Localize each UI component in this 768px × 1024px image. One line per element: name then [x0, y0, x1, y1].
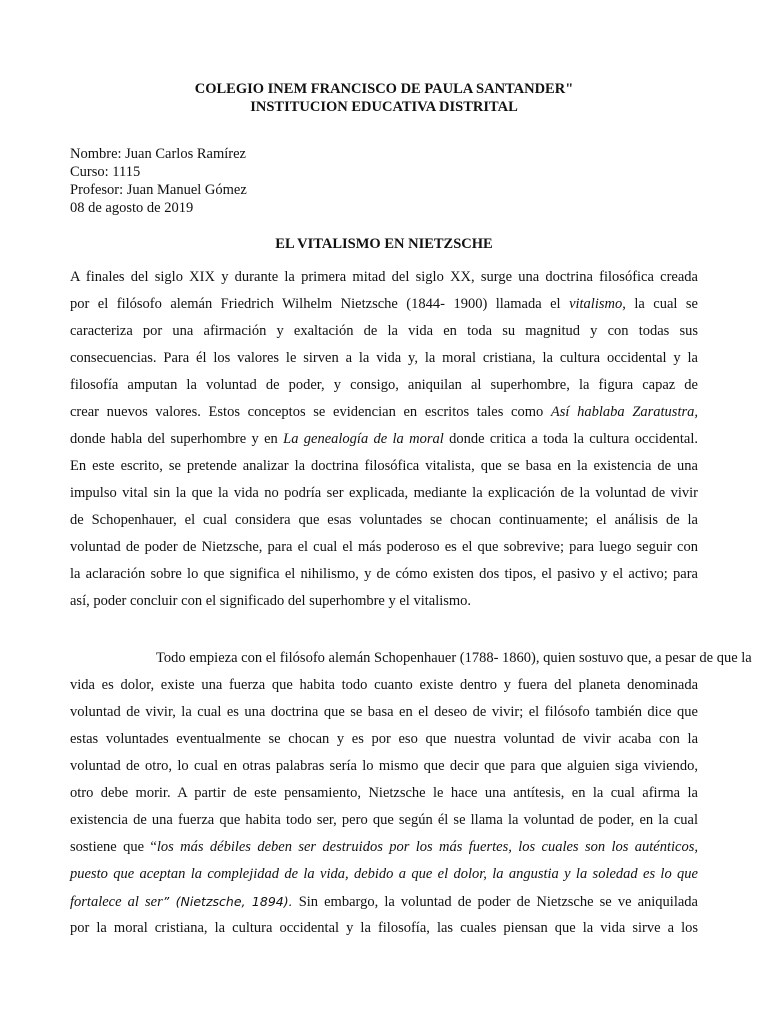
- text-run: donde habla del superhombre y en: [70, 431, 284, 447]
- institution-name: INSTITUCION EDUCATIVA DISTRITAL: [250, 99, 518, 115]
- text-line: [70, 291, 698, 318]
- text-line: de Schopenhauer, el cual considera que esas voluntades se chocan continuamente; el análisis de la: [70, 512, 698, 528]
- italic-quote: puesto que aceptan la complejidad de la vida, debido a que el dolor, la angustia y la soledad es lo que: [70, 866, 698, 882]
- text-run: por el filósofo alemán Friedrich Wilhelm Nietzsche (1844- 1900) llamada el: [70, 296, 570, 312]
- italic-book-title: Así hablaba Zaratustra,: [550, 404, 698, 420]
- italic-quote: los más débiles deben ser destruidos por los más fuertes, los cuales son los auténticos,: [156, 839, 698, 855]
- text-line: A finales del siglo XIX y durante la primera mitad del siglo XX, surge una doctrina filosófica creada: [70, 269, 698, 285]
- text-run: donde critica a toda la cultura occidental.: [443, 431, 699, 447]
- text-line: caracteriza por una afirmación y exaltación de la vida en toda su magnitud y con todas sus: [70, 323, 698, 339]
- text-line: [70, 888, 698, 915]
- student-info: [70, 145, 247, 217]
- text-line: impulso vital sin la que la vida no podría ser explicada, mediante la explicación de la voluntad de vivir: [70, 485, 698, 501]
- text-line: [70, 834, 698, 861]
- text-line: por la moral cristiana, la cultura occidental y la filosofía, las cuales piensan que la vida sirve a los: [70, 920, 698, 936]
- italic-book-title: La genealogía de la moral: [283, 431, 444, 447]
- text-line: consecuencias. Para él los valores le sirven a la vida y, la moral cristiana, la cultura occidental y la: [70, 350, 698, 366]
- date: 08 de agosto de 2019: [70, 200, 194, 216]
- text-line: voluntad de otro, lo cual en otras palabras sería lo mismo que decir que para que alguien siga viviendo,: [70, 758, 698, 774]
- text-run: crear nuevos valores. Estos conceptos se evidencian en escritos tales como: [70, 404, 551, 420]
- text-line: [70, 861, 698, 888]
- text-line: [70, 399, 698, 426]
- text-line: la aclaración sobre lo que significa el nihilismo, y de cómo existen dos tipos, el pasivo y el activo; para: [70, 566, 698, 582]
- text-line: [70, 426, 698, 453]
- text-line: voluntad de poder de Nietzsche, para el cual el más poderoso es el que sobrevive; para luego seguir con: [70, 539, 698, 555]
- paragraph-intro: [70, 264, 698, 615]
- text-line: así, poder concluir con el significado del superhombre y el vitalismo.: [70, 593, 472, 609]
- course: Curso: 1115: [70, 164, 141, 180]
- school-name: COLEGIO INEM FRANCISCO DE PAULA SANTANDER": [194, 81, 574, 97]
- paragraph-schopenhauer: [70, 645, 752, 942]
- italic-term: vitalismo: [569, 296, 623, 312]
- text-run: sostiene que “: [70, 839, 157, 855]
- text-line: estas voluntades eventualmente se chocan y es por eso que nuestra voluntad de vivir acaba con la: [70, 731, 698, 747]
- text-line: voluntad de vivir, la cual es una doctrina que se basa en el deseo de vivir; el filósofo también dice que: [70, 704, 698, 720]
- italic-quote: fortalece al ser: [70, 894, 163, 910]
- teacher: Profesor: Juan Manuel Gómez: [70, 182, 247, 198]
- text-line: filosofía amputan la voluntad de poder, y consigo, aniquilan al superhombre, la figura capaz de: [70, 377, 698, 393]
- text-line: Todo empieza con el filósofo alemán Schopenhauer (1788- 1860), quien sostuvo que, a pesar de que la: [156, 650, 752, 666]
- text-line: En este escrito, se pretende analizar la doctrina filosófica vitalista, que se basa en la existencia de una: [70, 458, 698, 474]
- text-run: , la cual se: [622, 296, 698, 312]
- text-line: existencia de una fuerza que habita todo ser, pero que según él se llama la voluntad de poder, en la cual: [70, 812, 698, 828]
- student-name: Nombre: Juan Carlos Ramírez: [70, 146, 246, 162]
- text-line: vida es dolor, existe una fuerza que habita todo cuanto existe dentro y fuera del planeta denominada: [70, 677, 698, 693]
- text-run: Sin embargo, la voluntad de poder de Nietzsche se ve aniquilada: [292, 894, 698, 910]
- essay-title: EL VITALISMO EN NIETZSCHE: [275, 236, 493, 252]
- text-line: otro debe morir. A partir de este pensamiento, Nietzsche le hace una antítesis, en la cual afirma la: [70, 785, 698, 801]
- school-header: [0, 80, 768, 116]
- citation: ” (Nietzsche, 1894).: [162, 894, 293, 909]
